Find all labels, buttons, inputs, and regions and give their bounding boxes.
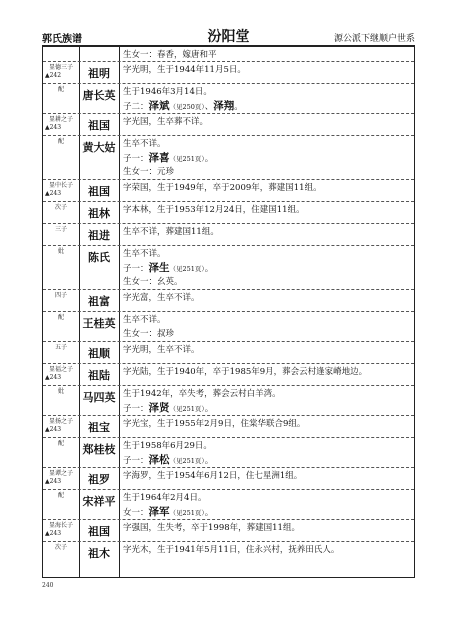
person-name: 祖顺 bbox=[88, 347, 110, 360]
detail-text: 生女一：春香，嫁唐和平 bbox=[123, 50, 217, 60]
person-details bbox=[123, 203, 412, 217]
child-name: 泽贤 bbox=[148, 402, 170, 414]
detail-line bbox=[123, 225, 412, 239]
detail-text: 字光木，生于1941年5月11日，住永兴村，抚养田氏人。 bbox=[123, 545, 340, 555]
detail-line bbox=[123, 491, 412, 505]
person-name: 陈氏 bbox=[88, 251, 110, 264]
person-details bbox=[123, 85, 412, 113]
relation-tag bbox=[43, 248, 79, 256]
detail-line bbox=[123, 417, 412, 431]
relation-tag bbox=[43, 86, 79, 94]
person-name: 祖木 bbox=[88, 547, 110, 560]
table-row bbox=[43, 84, 414, 114]
person-name: 郑桂枝 bbox=[82, 443, 116, 456]
person-name: 黄大姑 bbox=[82, 141, 116, 154]
table-row bbox=[43, 62, 414, 84]
detail-text: 生于1958年6月29日。 bbox=[123, 441, 212, 451]
detail-line bbox=[123, 137, 412, 151]
relation-label: 显扬之子 bbox=[48, 418, 73, 425]
person-details bbox=[123, 48, 412, 62]
detail-text: 生卒不详。 bbox=[123, 139, 166, 149]
detail-line bbox=[123, 203, 412, 217]
table-row bbox=[43, 364, 414, 386]
relation-label: 妣 bbox=[57, 248, 64, 255]
relation-tag bbox=[43, 344, 79, 352]
relation-label: 配 bbox=[57, 86, 64, 93]
detail-text: 字光明，生于1944年11月5日。 bbox=[123, 65, 246, 75]
person-details bbox=[123, 469, 412, 483]
punctuation: 。 bbox=[204, 508, 214, 518]
detail-line bbox=[123, 63, 412, 77]
detail-line bbox=[123, 165, 412, 179]
relation-tag bbox=[43, 226, 79, 234]
detail-text: 生卒不详。 bbox=[123, 249, 166, 259]
table-row bbox=[43, 520, 414, 542]
relation-tag bbox=[43, 492, 79, 500]
relation-label: 配 bbox=[57, 314, 64, 321]
person-details bbox=[123, 181, 412, 195]
detail-line bbox=[123, 151, 412, 165]
detail-line bbox=[123, 291, 412, 305]
person-details bbox=[123, 137, 412, 179]
person-details bbox=[123, 439, 412, 467]
table-row bbox=[43, 290, 414, 312]
relation-tag bbox=[43, 314, 79, 322]
person-name: 唐长英 bbox=[82, 89, 116, 102]
person-details bbox=[123, 387, 412, 415]
person-name: 马四英 bbox=[82, 391, 116, 404]
detail-line bbox=[123, 343, 412, 357]
page-header bbox=[42, 28, 415, 46]
person-name: 祖国 bbox=[88, 119, 110, 132]
punctuation: 。 bbox=[204, 154, 214, 164]
relation-label: 显德三子 bbox=[48, 64, 73, 71]
person-details bbox=[123, 313, 412, 341]
page-ref: ▲243 bbox=[45, 426, 62, 433]
page-note: （见251页） bbox=[169, 405, 205, 413]
punctuation: 、 bbox=[204, 102, 214, 112]
person-name: 祖林 bbox=[88, 207, 110, 220]
table-row bbox=[43, 468, 414, 490]
relation-label: 五子 bbox=[54, 344, 67, 351]
children-label: 子一： bbox=[123, 154, 149, 164]
detail-line bbox=[123, 505, 412, 519]
detail-line bbox=[123, 469, 412, 483]
detail-line bbox=[123, 115, 412, 129]
relation-label: 显海长子 bbox=[48, 522, 73, 529]
table-row bbox=[43, 114, 414, 136]
table-row bbox=[43, 542, 414, 572]
children-label: 子一： bbox=[123, 404, 149, 414]
relation-tag bbox=[43, 388, 79, 396]
table-row bbox=[43, 386, 414, 416]
header-center-title: 汾阳堂 bbox=[207, 29, 250, 45]
detail-line bbox=[123, 439, 412, 453]
detail-line bbox=[123, 521, 412, 535]
person-name: 祖宝 bbox=[88, 421, 110, 434]
punctuation: 。 bbox=[204, 404, 214, 414]
detail-text: 生于1942年，卒失考，葬会云村白羊湾。 bbox=[123, 389, 281, 399]
person-name: 祖国 bbox=[88, 185, 110, 198]
detail-line bbox=[123, 48, 412, 62]
table-row bbox=[43, 136, 414, 180]
relation-label: 三子 bbox=[54, 226, 67, 233]
punctuation: 。 bbox=[204, 456, 214, 466]
relation-tag bbox=[43, 470, 79, 486]
relation-tag bbox=[43, 204, 79, 212]
child-name: 泽生 bbox=[148, 262, 170, 274]
detail-text: 生于1964年2月4日。 bbox=[123, 493, 207, 503]
relation-tag bbox=[43, 522, 79, 538]
detail-text: 字本林，生于1953年12月24日，住建国11组。 bbox=[123, 205, 305, 215]
table-row bbox=[43, 312, 414, 342]
page-ref: ▲243 bbox=[45, 124, 62, 131]
page-note: （见250页） bbox=[169, 103, 205, 111]
relation-tag bbox=[43, 138, 79, 146]
relation-label: 显福之子 bbox=[48, 366, 73, 373]
person-details bbox=[123, 543, 412, 557]
table-row bbox=[43, 490, 414, 520]
relation-label: 显耕之子 bbox=[48, 116, 73, 123]
relation-tag bbox=[43, 544, 79, 552]
page-note: （见251页） bbox=[169, 509, 205, 517]
child-name: 泽军 bbox=[148, 506, 170, 518]
children-label: 女一： bbox=[123, 508, 149, 518]
detail-line bbox=[123, 401, 412, 415]
detail-text: 生卒不详，葬建国11组。 bbox=[123, 227, 219, 237]
page-ref: ▲243 bbox=[45, 190, 62, 197]
header-right-title: 源公派下继顺户世系 bbox=[333, 34, 415, 44]
person-name: 祖进 bbox=[88, 229, 110, 242]
table-row bbox=[43, 180, 414, 202]
detail-text: 字光陆，生于1940年，卒于1985年9月，葬会云村逢家嵴地边。 bbox=[123, 367, 368, 377]
page-ref: ▲243 bbox=[45, 478, 62, 485]
detail-text: 字强国，生失考，卒于1998年，葬建国11组。 bbox=[123, 523, 300, 533]
person-name: 宋祥平 bbox=[82, 495, 116, 508]
person-details bbox=[123, 417, 412, 431]
page-ref: ▲242 bbox=[45, 72, 62, 79]
detail-text: 生卒不详。 bbox=[123, 315, 166, 325]
person-name: 祖国 bbox=[88, 525, 110, 538]
relation-tag bbox=[43, 64, 79, 80]
detail-line bbox=[123, 313, 412, 327]
relation-label: 显谭之子 bbox=[48, 470, 73, 477]
page-note: （见251页） bbox=[169, 155, 205, 163]
person-name: 祖罗 bbox=[88, 473, 110, 486]
relation-tag bbox=[43, 116, 79, 132]
person-details bbox=[123, 365, 412, 379]
detail-text: 字光宝，生于1955年2月9日，住棠华联合9组。 bbox=[123, 419, 306, 429]
detail-text: 字海罗，生于1954年6月12日，住七星洲1组。 bbox=[123, 471, 303, 481]
children-label: 子一： bbox=[123, 456, 149, 466]
children-label: 子一： bbox=[123, 264, 149, 274]
person-details bbox=[123, 247, 412, 289]
table-row bbox=[43, 202, 414, 224]
detail-line bbox=[123, 275, 412, 289]
detail-line bbox=[123, 543, 412, 557]
genealogy-table bbox=[42, 47, 415, 578]
person-details bbox=[123, 491, 412, 519]
table-row bbox=[43, 47, 414, 62]
relation-label: 次子 bbox=[54, 544, 67, 551]
person-details bbox=[123, 343, 412, 357]
relation-tag bbox=[43, 292, 79, 300]
page-number: 240 bbox=[42, 582, 54, 589]
person-name: 祖明 bbox=[88, 67, 110, 80]
detail-line bbox=[123, 387, 412, 401]
detail-line bbox=[123, 453, 412, 467]
child-name: 泽斌 bbox=[148, 100, 170, 112]
punctuation: 。 bbox=[234, 102, 243, 112]
relation-label: 四子 bbox=[54, 292, 67, 299]
detail-text: 字光明，生卒不详。 bbox=[123, 345, 200, 355]
relation-label: 次子 bbox=[54, 204, 67, 211]
detail-text: 字荣国，生于1949年，卒于2009年，葬建国11组。 bbox=[123, 183, 322, 193]
detail-line bbox=[123, 181, 412, 195]
person-details bbox=[123, 225, 412, 239]
person-details bbox=[123, 63, 412, 77]
person-name: 王桂英 bbox=[82, 317, 116, 330]
relation-tag bbox=[43, 418, 79, 434]
page-note: （见251页） bbox=[169, 265, 205, 273]
child-name: 泽喜 bbox=[148, 152, 170, 164]
detail-line bbox=[123, 85, 412, 99]
table-row bbox=[43, 246, 414, 290]
table-row bbox=[43, 342, 414, 364]
detail-text: 生女一：叔珍 bbox=[123, 329, 175, 339]
relation-label: 配 bbox=[57, 492, 64, 499]
detail-line bbox=[123, 365, 412, 379]
person-name: 祖陆 bbox=[88, 369, 110, 382]
person-details bbox=[123, 521, 412, 535]
page-ref: ▲243 bbox=[45, 374, 62, 381]
detail-line bbox=[123, 261, 412, 275]
person-name: 祖富 bbox=[88, 295, 110, 308]
table-row bbox=[43, 416, 414, 438]
relation-label: 妣 bbox=[57, 388, 64, 395]
punctuation: 。 bbox=[204, 264, 214, 274]
child-name: 泽松 bbox=[148, 454, 170, 466]
detail-line bbox=[123, 327, 412, 341]
detail-text: 字光富，生卒不详。 bbox=[123, 293, 200, 303]
header-left-title: 郭氏族谱 bbox=[42, 34, 82, 45]
detail-text: 生于1946年3月14日。 bbox=[123, 87, 212, 97]
page-note: （见251页） bbox=[169, 457, 205, 465]
relation-label: 显中长子 bbox=[48, 182, 73, 189]
table-row bbox=[43, 438, 414, 468]
page-ref: ▲243 bbox=[45, 530, 62, 537]
relation-tag bbox=[43, 440, 79, 448]
person-details bbox=[123, 291, 412, 305]
detail-line bbox=[123, 247, 412, 261]
relation-label: 配 bbox=[57, 440, 64, 447]
child-name: 泽翔 bbox=[213, 100, 235, 112]
person-details bbox=[123, 115, 412, 129]
relation-tag bbox=[43, 182, 79, 198]
table-row bbox=[43, 224, 414, 246]
relation-label: 配 bbox=[57, 138, 64, 145]
relation-tag bbox=[43, 366, 79, 382]
detail-text: 生女一：元珍 bbox=[123, 167, 175, 177]
detail-text: 生女一：幺英。 bbox=[123, 277, 183, 287]
detail-text: 字光国，生卒葬不详。 bbox=[123, 117, 209, 127]
children-label: 子二： bbox=[123, 102, 149, 112]
detail-line bbox=[123, 99, 412, 113]
